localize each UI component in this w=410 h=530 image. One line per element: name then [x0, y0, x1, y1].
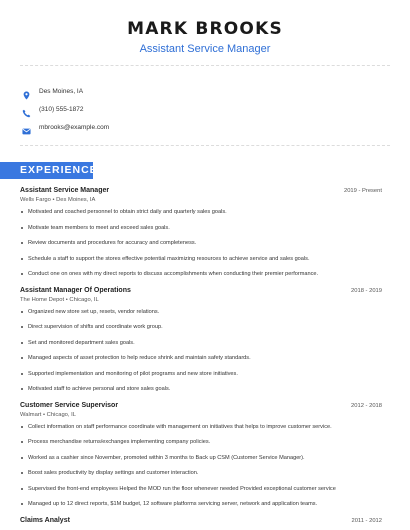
bullet-item: Managed aspects of asset protection to help reduce shrink and maintain safety standards. [20, 355, 382, 371]
job-bullets [20, 424, 382, 517]
job-bullets [20, 209, 382, 287]
candidate-title: Assistant Service Manager [139, 43, 271, 55]
job-entry [20, 517, 382, 524]
job-dates: 2011 - 2012 [351, 517, 382, 524]
job-bullets [20, 309, 382, 402]
job-location: Chicago, IL [46, 411, 76, 418]
bullet-item: Review documents and procedures for accuracy and completeness. [20, 240, 382, 256]
job-title: Assistant Manager Of Operations [20, 286, 131, 294]
contact-phone-text: (310) 555-1872 [39, 105, 84, 113]
divider [20, 65, 390, 66]
bullet-item: Collect information on staff performance coordinate with management on initiatives that helps to improve customer service. [20, 424, 382, 440]
contact-email-text: mbrooks@example.com [39, 123, 110, 131]
resume-header [0, 0, 410, 56]
job-entry [20, 402, 382, 517]
job-dates: 2018 - 2019 [351, 287, 382, 294]
contact-location-text: Des Moines, IA [39, 87, 84, 95]
job-org: Wells Fargo • Des Moines, IA [20, 197, 96, 203]
bullet-item: Motivated staff to achieve personal and store sales goals. [20, 386, 382, 402]
job-location: Des Moines, IA [56, 197, 96, 203]
bullet-item: Schedule a staff to support the stores effective potential maximizing resources to achieve service and sales goals. [20, 256, 382, 272]
contact-email [22, 118, 109, 136]
contact-phone [22, 100, 109, 118]
job-org: Walmart • Chicago, IL [20, 411, 76, 418]
bullet-item: Motivated and coached personnel to obtain strict daily and quarterly sales goals. [20, 209, 382, 225]
company-name: Walmart [20, 411, 42, 418]
company-name: The Home Depot [20, 296, 65, 303]
contact-info [22, 82, 109, 136]
phone-icon [22, 105, 31, 114]
bullet-item: Worked as a cashier since November, promoted within 3 months to Back up CSM (Customer Service Manager). [20, 455, 382, 471]
bullet-item: Direct supervision of shifts and coordinate work group. [20, 324, 382, 340]
bullet-item: Boost sales productivity by display settings and customer interaction. [20, 470, 382, 486]
bullet-item: Set and monitored department sales goals. [20, 340, 382, 356]
location-pin-icon [22, 87, 31, 96]
job-entry [20, 287, 382, 402]
contact-location [22, 82, 109, 100]
bullet-item: Supported implementation and monitoring of pilot programs and new store initiatives. [20, 371, 382, 387]
experience-heading: EXPERIENCE [20, 164, 98, 176]
bullet-item: Organized new store set up, resets, vendor relations. [20, 309, 382, 325]
experience-list [20, 187, 382, 524]
job-org: The Home Depot • Chicago, IL [20, 296, 99, 303]
bullet-item: Managed up to 12 direct reports, $1M budget, 12 software platforms servicing server, network and application teams. [20, 501, 382, 517]
job-title: Claims Analyst [20, 516, 70, 524]
bullet-item: Motivate team members to meet and exceed sales goals. [20, 225, 382, 241]
candidate-name: MARK BROOKS [127, 19, 283, 39]
bullet-item: Supervised the front-end employees Helped the MOD run the floor whenever needed Provided exceptional customer service [20, 486, 382, 502]
job-title: Assistant Service Manager [20, 187, 110, 194]
email-icon [22, 123, 31, 132]
company-name: Wells Fargo [20, 197, 51, 203]
job-title: Customer Service Supervisor [20, 401, 119, 409]
job-location: Chicago, IL [69, 296, 99, 303]
job-dates: 2019 - Present [343, 188, 382, 194]
job-entry [20, 187, 382, 287]
job-dates: 2012 - 2018 [351, 402, 382, 409]
bullet-item: Process merchandise returns/exchanges implementing company policies. [20, 439, 382, 455]
bullet-item: Conduct one on ones with my direct reports to discuss accomplishments when conducting their premier performance. [20, 271, 382, 287]
divider [20, 145, 390, 146]
